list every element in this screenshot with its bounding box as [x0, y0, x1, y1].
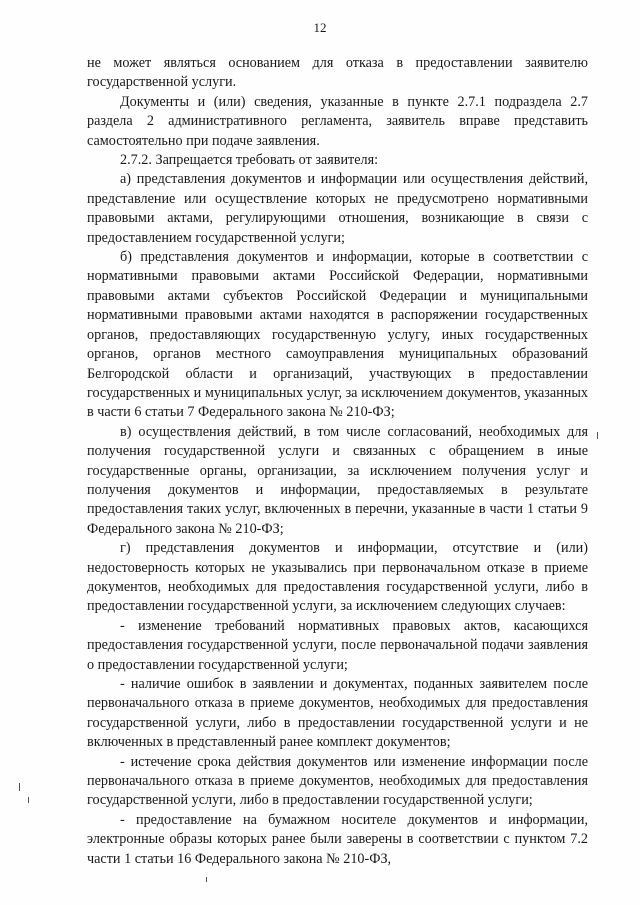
- scan-artifact: [206, 877, 207, 882]
- paragraph-dash-errors: - наличие ошибок в заявлении и документах, поданных заявителем после первоначального отказа в приеме документов, необходимых для предоставления государственной услуги, либо в предоставлении государственной услуги и не включенных в представленный ранее комплект документов;: [87, 676, 588, 751]
- paragraph-item-g: г) представления документов и информации, отсутствие и (или) недостоверность которых не указывались при первоначальном отказе в приеме документов, необходимых для предоставления государственной услуги, либо в предоставлении государственной услуги, за исключением следующих случаев:: [87, 540, 588, 615]
- paragraph-2-7-2-heading: 2.7.2. Запрещается требовать от заявителя:: [120, 152, 379, 169]
- page-number: 12: [313, 20, 327, 35]
- scan-artifact: [19, 783, 20, 791]
- paragraph-dash-expiry: - истечение срока действия документов или изменение информации после первоначального отказа в приеме документов, необходимых для предоставления государственной услуги, либо в предоставлении государственной услуги;: [87, 753, 588, 809]
- paragraph-dash-paper-carrier: - предоставление на бумажном носителе документов и информации, электронные образы которых ранее были заверены в соответствии с пунктом 7.2 части 1 статьи 16 Федерального закона № 210-ФЗ,: [87, 811, 588, 867]
- paragraph-item-v: в) осуществления действий, в том числе согласований, необходимых для получения государственной услуги и связанных с обращением в иные государственные органы, организации, за исключением получения услуг и получения документов и информации, предоставляемых в результате предоставления таких услуг, включенных в перечни, указанные в части 1 статьи 9 Федерального закона № 210-ФЗ;: [87, 423, 588, 537]
- paragraph-documents-right: Документы и (или) сведения, указанные в пункте 2.7.1 подраздела 2.7 раздела 2 административного регламента, заявитель вправе представить самостоятельно при подаче заявления.: [87, 93, 588, 149]
- paragraph-dash-requirements-change: - изменение требований нормативных правовых актов, касающихся предоставления государственной услуги, после первоначальной подачи заявления о предоставлении государственной услуги;: [87, 617, 588, 673]
- paragraph-item-a: а) представления документов и информации или осуществления действий, представление или осуществление которых не предусмотрено нормативными правовыми актами, регулирующими отношения, возникающие в связи с предоставлением государственной услуги;: [87, 171, 588, 246]
- paragraph-item-b: б) представления документов и информации, которые в соответствии с нормативными правовыми актами Российской Федерации, нормативными правовыми актами субъектов Российской Федерации и муниципальными нормативными правовыми актами находятся в распоряжении государственных органов, предоставляющих государственную услугу, иных государственных органов, органов местного самоуправления муниципальных образований Белгородской области и организаций, участвующих в предоставлении государственных и муниципальных услуг, за исключением документов, указанных в части 6 статьи 7 Федерального закона № 210-ФЗ;: [87, 249, 588, 421]
- document-body: [87, 54, 588, 869]
- paragraph-continuation: не может являться основанием для отказа в предоставлении заявителю государственной услуги.: [87, 55, 588, 91]
- scan-artifact: [597, 432, 598, 439]
- scan-artifact: [28, 797, 29, 803]
